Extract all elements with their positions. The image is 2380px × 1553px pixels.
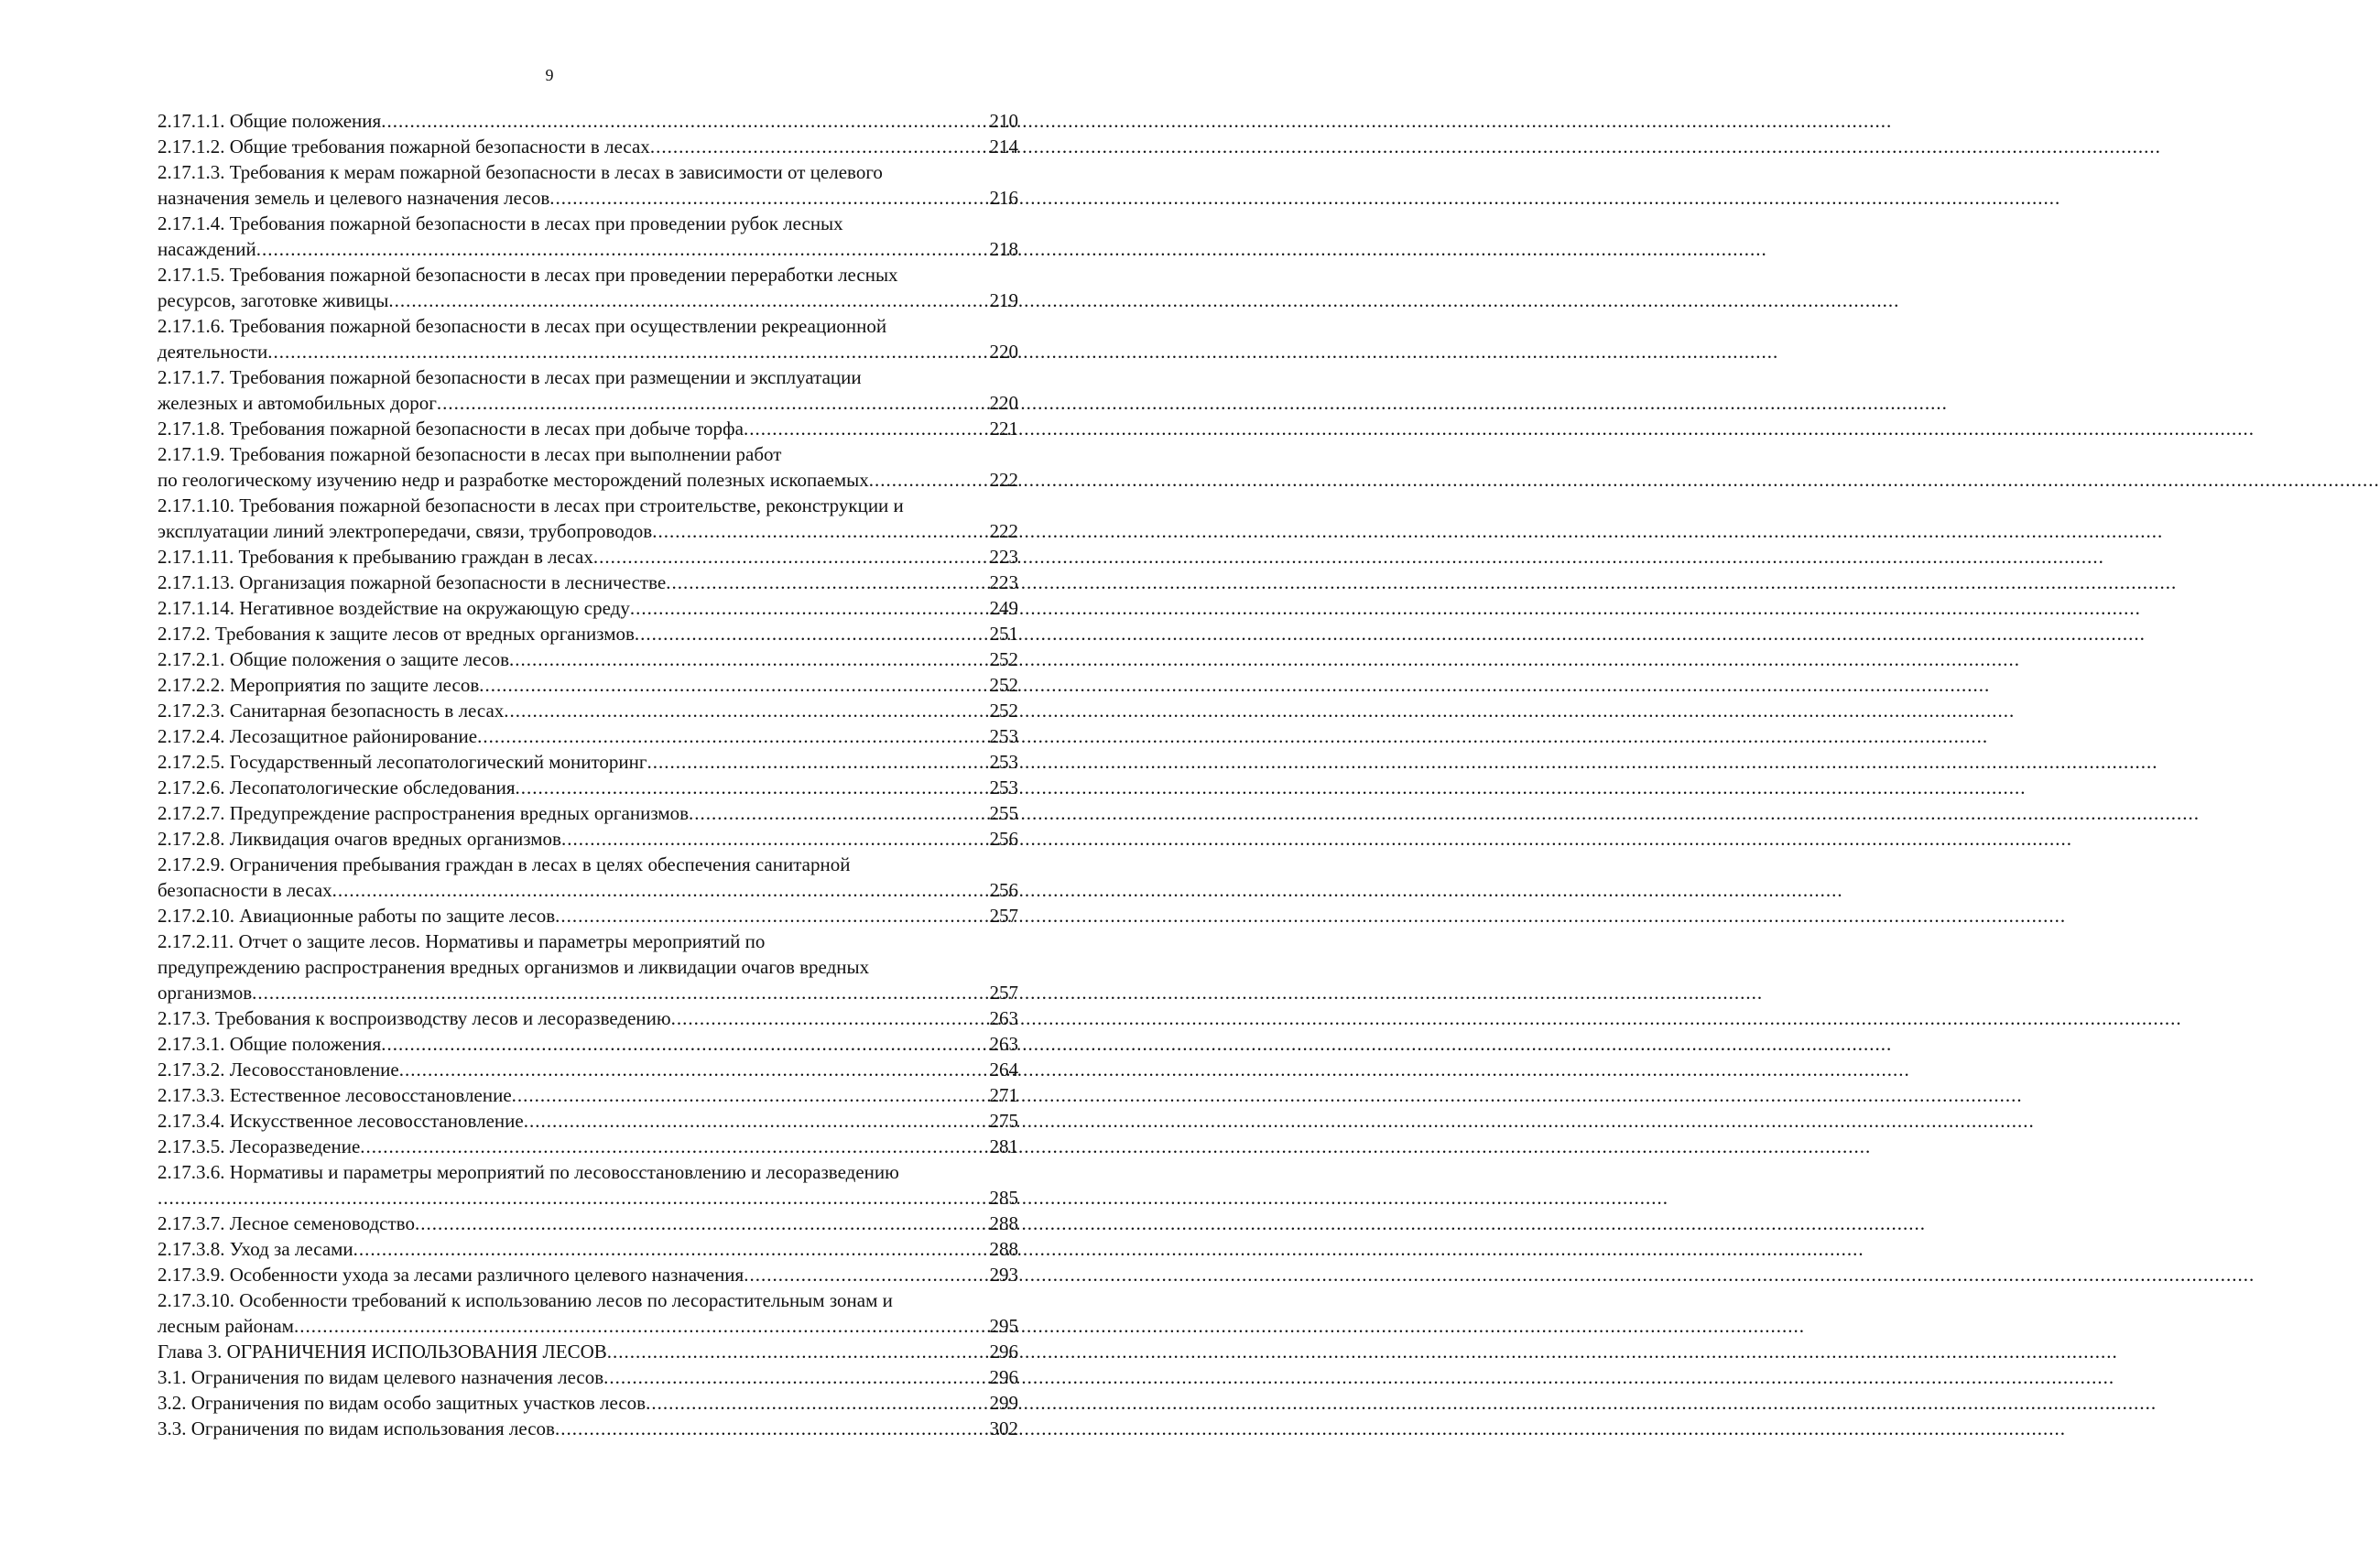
toc-entry-page-number: 218 — [989, 238, 1018, 260]
toc-entry-last-line — [158, 1082, 1018, 1108]
toc-entry-last-line — [158, 775, 1018, 800]
dot-leader — [512, 1082, 989, 1108]
toc-entry-page-number: 281 — [989, 1135, 1018, 1157]
toc-entry-title-line: 2.17.3.10. Особенности требований к использованию лесов по лесорастительным зонам и — [158, 1289, 893, 1311]
toc-entry-last-line — [158, 1313, 1018, 1339]
toc-entry-page-number: 249 — [989, 597, 1018, 619]
dot-leader — [437, 390, 989, 416]
toc-entry-title-line: 2.17.2.8. Ликвидация очагов вредных организмов — [158, 828, 561, 850]
toc-entry-title-line: организмов — [158, 982, 253, 1004]
toc-entry-title-line: лесным районам — [158, 1315, 294, 1337]
toc-entry-page-number: 257 — [989, 905, 1018, 927]
toc-entry — [158, 1057, 1018, 1082]
toc-entry-page-number: 256 — [989, 828, 1018, 850]
dot-leader — [267, 339, 988, 364]
toc-entry — [158, 1262, 1018, 1287]
toc-entry-title-line: 2.17.2.5. Государственный лесопатологический мониторинг — [158, 751, 647, 773]
toc-entry-page-number: 271 — [989, 1084, 1018, 1106]
toc-entry-page-number: 221 — [989, 418, 1018, 440]
toc-entry-page-number: 252 — [989, 700, 1018, 722]
toc-entry-page-number: 288 — [989, 1212, 1018, 1234]
dot-leader — [555, 903, 988, 929]
toc-entry-page-number: 253 — [989, 776, 1018, 798]
toc-entry — [158, 441, 1018, 493]
dot-leader — [360, 1134, 988, 1159]
toc-entry — [158, 313, 1018, 364]
toc-entry-title-line: 2.17.2.9. Ограничения пребывания граждан в лесах в целях обеспечения санитарной — [158, 853, 851, 875]
toc-entry-page-number: 293 — [989, 1264, 1018, 1286]
dot-leader — [256, 236, 989, 262]
toc-entry-page-number: 264 — [989, 1059, 1018, 1081]
dot-leader — [652, 518, 988, 544]
toc-entry — [158, 1339, 1018, 1364]
toc-entry — [158, 108, 1018, 134]
dot-leader — [294, 1313, 989, 1339]
toc-entry-title-line: 2.17.3.1. Общие положения — [158, 1033, 382, 1055]
toc-entry-last-line — [158, 1134, 1018, 1159]
toc-entry-last-line — [158, 416, 1018, 441]
toc-entry-page-number: 223 — [989, 571, 1018, 593]
table-of-contents — [158, 108, 1018, 1441]
toc-entry-page-number: 219 — [989, 289, 1018, 311]
toc-entry-title-line: по геологическому изучению недр и разработке месторождений полезных ископаемых — [158, 469, 869, 491]
toc-entry-last-line — [158, 134, 1018, 159]
toc-entry-last-line — [158, 1262, 1018, 1287]
toc-entry-page-number: 295 — [989, 1315, 1018, 1337]
dot-leader — [744, 1262, 988, 1287]
dot-leader — [647, 749, 989, 775]
toc-entry-page-number: 210 — [989, 110, 1018, 132]
toc-entry-last-line — [158, 1005, 1018, 1031]
toc-entry-page-number: 263 — [989, 1007, 1018, 1029]
toc-entry — [158, 672, 1018, 698]
toc-entry-page-number: 252 — [989, 648, 1018, 670]
dot-leader — [524, 1108, 989, 1134]
toc-entry-title-line: 2.17.1.9. Требования пожарной безопасности в лесах при выполнении работ — [158, 443, 782, 465]
toc-entry-page-number: 302 — [989, 1417, 1018, 1439]
toc-entry-page-number: 263 — [989, 1033, 1018, 1055]
toc-entry-page-number: 223 — [989, 546, 1018, 568]
dot-leader — [353, 1236, 989, 1262]
toc-entry — [158, 1082, 1018, 1108]
toc-entry-last-line — [158, 288, 1018, 313]
toc-entry-last-line — [158, 339, 1018, 364]
toc-entry-title-line: безопасности в лесах — [158, 879, 332, 901]
toc-entry-last-line — [158, 723, 1018, 749]
dot-leader — [477, 723, 988, 749]
dot-leader — [252, 980, 988, 1005]
toc-entry — [158, 416, 1018, 441]
toc-entry-last-line — [158, 1211, 1018, 1236]
toc-entry-title-line: 3.1. Ограничения по видам целевого назначения лесов — [158, 1366, 604, 1388]
toc-entry-title-line: 2.17.2.2. Мероприятия по защите лесов — [158, 674, 480, 696]
toc-entry-page-number: 220 — [989, 392, 1018, 414]
toc-entry-title-line: 2.17.1.5. Требования пожарной безопасности в лесах при проведении переработки лесных — [158, 264, 898, 286]
toc-entry-title-line: 2.17.2.1. Общие положения о защите лесов — [158, 648, 510, 670]
dot-leader — [516, 775, 989, 800]
toc-entry-last-line — [158, 390, 1018, 416]
dot-leader — [479, 672, 988, 698]
toc-entry-last-line — [158, 826, 1018, 852]
toc-entry-page-number: 251 — [989, 623, 1018, 645]
toc-entry-last-line — [158, 1236, 1018, 1262]
toc-entry-title-line: 2.17.2.11. Отчет о защите лесов. Нормативы и параметры мероприятий по — [158, 930, 766, 952]
toc-entry — [158, 1364, 1018, 1390]
toc-entry-page-number: 296 — [989, 1366, 1018, 1388]
toc-entry — [158, 570, 1018, 595]
toc-entry-title-line: 2.17.3.4. Искусственное лесовосстановление — [158, 1110, 524, 1132]
toc-entry — [158, 134, 1018, 159]
toc-entry-page-number: 255 — [989, 802, 1018, 824]
toc-entry-page-number: 253 — [989, 725, 1018, 747]
toc-entry — [158, 1416, 1018, 1441]
dot-leader — [646, 1390, 988, 1416]
toc-entry-last-line — [158, 621, 1018, 646]
toc-entry-page-number: 214 — [989, 136, 1018, 157]
toc-entry-title-line: 2.17.1.6. Требования пожарной безопасности в лесах при осуществлении рекреационной — [158, 315, 887, 337]
toc-entry — [158, 544, 1018, 570]
toc-entry-title-line: 2.17.3.5. Лесоразведение — [158, 1135, 361, 1157]
toc-entry-title-line: 2.17.3.3. Естественное лесовосстановление — [158, 1084, 512, 1106]
toc-entry-last-line — [158, 646, 1018, 672]
toc-entry-title-line: 2.17.2.10. Авиационные работы по защите лесов — [158, 905, 556, 927]
toc-entry-title-line: железных и автомобильных дорог — [158, 392, 437, 414]
toc-entry-last-line — [158, 467, 1018, 493]
toc-entry-page-number: 275 — [989, 1110, 1018, 1132]
toc-entry-title-line: 2.17.2.7. Предупреждение распространения вредных организмов — [158, 802, 690, 824]
toc-entry — [158, 929, 1018, 1005]
toc-entry-last-line — [158, 595, 1018, 621]
dot-leader — [593, 544, 989, 570]
toc-entry-last-line — [158, 1390, 1018, 1416]
dot-leader — [381, 1031, 988, 1057]
dot-leader — [332, 877, 989, 903]
toc-entry-page-number: 299 — [989, 1392, 1018, 1414]
dot-leader — [744, 416, 989, 441]
toc-entry-last-line — [158, 1057, 1018, 1082]
toc-entry-title-line: 2.17.1.11. Требования к пребыванию граждан в лесах — [158, 546, 593, 568]
toc-entry — [158, 903, 1018, 929]
toc-entry-page-number: 252 — [989, 674, 1018, 696]
toc-entry — [158, 800, 1018, 826]
toc-entry-title-line: 2.17.1.2. Общие требования пожарной безопасности в лесах — [158, 136, 650, 157]
toc-entry-title-line: 2.17.2.6. Лесопатологические обследования — [158, 776, 516, 798]
toc-entry-last-line — [158, 672, 1018, 698]
toc-entry-last-line — [158, 570, 1018, 595]
toc-entry-title-line: 2.17.2.4. Лесозащитное районирование — [158, 725, 478, 747]
toc-entry — [158, 1287, 1018, 1339]
toc-entry-title-line: 2.17.1.10. Требования пожарной безопасности в лесах при строительстве, реконструкции и — [158, 494, 904, 516]
dot-leader — [388, 288, 988, 313]
toc-entry — [158, 1390, 1018, 1416]
toc-entry-title-line: назначения земель и целевого назначения лесов — [158, 187, 550, 209]
toc-entry — [158, 1031, 1018, 1057]
toc-entry-page-number: 222 — [989, 520, 1018, 542]
toc-entry — [158, 1108, 1018, 1134]
toc-entry-last-line — [158, 1364, 1018, 1390]
toc-entry-last-line — [158, 1416, 1018, 1441]
toc-entry-page-number: 288 — [989, 1238, 1018, 1260]
toc-entry — [158, 646, 1018, 672]
dot-leader — [555, 1416, 989, 1441]
toc-entry-title-line: эксплуатации линий электропередачи, связи, трубопроводов — [158, 520, 653, 542]
dot-leader — [630, 595, 989, 621]
dot-leader — [869, 467, 989, 493]
toc-entry-title-line: 2.17.3.7. Лесное семеноводство — [158, 1212, 415, 1234]
dot-leader — [381, 108, 988, 134]
toc-entry — [158, 621, 1018, 646]
toc-entry-title-line: 2.17.1.13. Организация пожарной безопасности в лесничестве — [158, 571, 667, 593]
toc-entry-last-line — [158, 1185, 1018, 1211]
toc-entry-title-line: 3.2. Ограничения по видам особо защитных участков лесов — [158, 1392, 647, 1414]
toc-entry-last-line — [158, 1339, 1018, 1364]
toc-entry-page-number: 253 — [989, 751, 1018, 773]
toc-entry-page-number: 220 — [989, 341, 1018, 363]
toc-entry-title-line: 2.17.1.8. Требования пожарной безопасности в лесах при добыче торфа — [158, 418, 744, 440]
toc-entry-title-line: 2.17.3. Требования к воспроизводству лесов и лесоразведению — [158, 1007, 671, 1029]
toc-entry-last-line — [158, 236, 1018, 262]
toc-entry-title-line: 2.17.3.2. Лесовосстановление — [158, 1059, 399, 1081]
toc-entry-page-number: 222 — [989, 469, 1018, 491]
toc-entry-title-line: 3.3. Ограничения по видам использования лесов — [158, 1417, 555, 1439]
toc-entry-page-number: 216 — [989, 187, 1018, 209]
toc-entry-last-line — [158, 877, 1018, 903]
toc-entry — [158, 1005, 1018, 1031]
toc-entry — [158, 852, 1018, 903]
toc-entry-page-number: 256 — [989, 879, 1018, 901]
toc-entry-title-line: 2.17.3.9. Особенности ухода за лесами различного целевого назначения — [158, 1264, 744, 1286]
toc-entry — [158, 723, 1018, 749]
toc-entry-page-number: 285 — [989, 1187, 1018, 1209]
dot-leader — [603, 1364, 988, 1390]
dot-leader — [561, 826, 989, 852]
toc-entry — [158, 595, 1018, 621]
toc-entry-title-line: 2.17.1.14. Негативное воздействие на окружающую среду — [158, 597, 630, 619]
toc-entry — [158, 698, 1018, 723]
toc-entry — [158, 775, 1018, 800]
toc-entry — [158, 493, 1018, 544]
dot-leader — [635, 621, 989, 646]
toc-entry-title-line: 2.17.1.1. Общие положения — [158, 110, 382, 132]
toc-entry-last-line — [158, 980, 1018, 1005]
toc-entry-title-line: 2.17.1.3. Требования к мерам пожарной безопасности в лесах в зависимости от целевого — [158, 161, 883, 183]
dot-leader — [504, 698, 988, 723]
toc-entry — [158, 1134, 1018, 1159]
toc-entry-title-line: 2.17.2.3. Санитарная безопасность в лесах — [158, 700, 505, 722]
toc-entry — [158, 262, 1018, 313]
toc-entry-title-line: 2.17.2. Требования к защите лесов от вредных организмов — [158, 623, 635, 645]
dot-leader — [399, 1057, 989, 1082]
toc-entry-title-line: 2.17.1.4. Требования пожарной безопасности в лесах при проведении рубок лесных — [158, 212, 843, 234]
dot-leader — [549, 185, 988, 211]
dot-leader — [671, 1005, 989, 1031]
dot-leader — [689, 800, 988, 826]
toc-entry — [158, 1159, 1018, 1211]
toc-entry-title-line: предупреждению распространения вредных организмов и ликвидации очагов вредных — [158, 956, 870, 978]
toc-entry-title-line: 2.17.1.7. Требования пожарной безопасности в лесах при размещении и эксплуатации — [158, 366, 862, 388]
toc-entry-last-line — [158, 903, 1018, 929]
toc-entry-page-number: 296 — [989, 1341, 1018, 1363]
toc-entry-last-line — [158, 1031, 1018, 1057]
toc-entry — [158, 749, 1018, 775]
toc-entry-last-line — [158, 698, 1018, 723]
dot-leader — [158, 1185, 989, 1211]
toc-entry-last-line — [158, 185, 1018, 211]
toc-entry-title-line: ресурсов, заготовке живицы — [158, 289, 389, 311]
toc-entry-page-number: 257 — [989, 982, 1018, 1004]
toc-entry-title-line: Глава 3. ОГРАНИЧЕНИЯ ИСПОЛЬЗОВАНИЯ ЛЕСОВ — [158, 1341, 607, 1363]
toc-entry-title-line: 2.17.3.8. Уход за лесами — [158, 1238, 353, 1260]
toc-entry — [158, 1236, 1018, 1262]
toc-entry-last-line — [158, 749, 1018, 775]
toc-entry-last-line — [158, 544, 1018, 570]
toc-entry — [158, 211, 1018, 262]
toc-entry-title-line: деятельности — [158, 341, 268, 363]
toc-entry — [158, 364, 1018, 416]
toc-entry-last-line — [158, 108, 1018, 134]
dot-leader — [607, 1339, 989, 1364]
dot-leader — [666, 570, 988, 595]
toc-entry — [158, 1211, 1018, 1236]
dot-leader — [650, 134, 989, 159]
toc-entry-title-line: насаждений — [158, 238, 256, 260]
toc-entry-last-line — [158, 800, 1018, 826]
toc-entry — [158, 159, 1018, 211]
toc-entry-last-line — [158, 518, 1018, 544]
dot-leader — [509, 646, 988, 672]
toc-entry-last-line — [158, 1108, 1018, 1134]
dot-leader — [415, 1211, 989, 1236]
toc-entry — [158, 826, 1018, 852]
toc-entry-title-line: 2.17.3.6. Нормативы и параметры мероприятий по лесовосстановлению и лесоразведению — [158, 1161, 899, 1183]
page-number: 9 — [545, 66, 554, 84]
